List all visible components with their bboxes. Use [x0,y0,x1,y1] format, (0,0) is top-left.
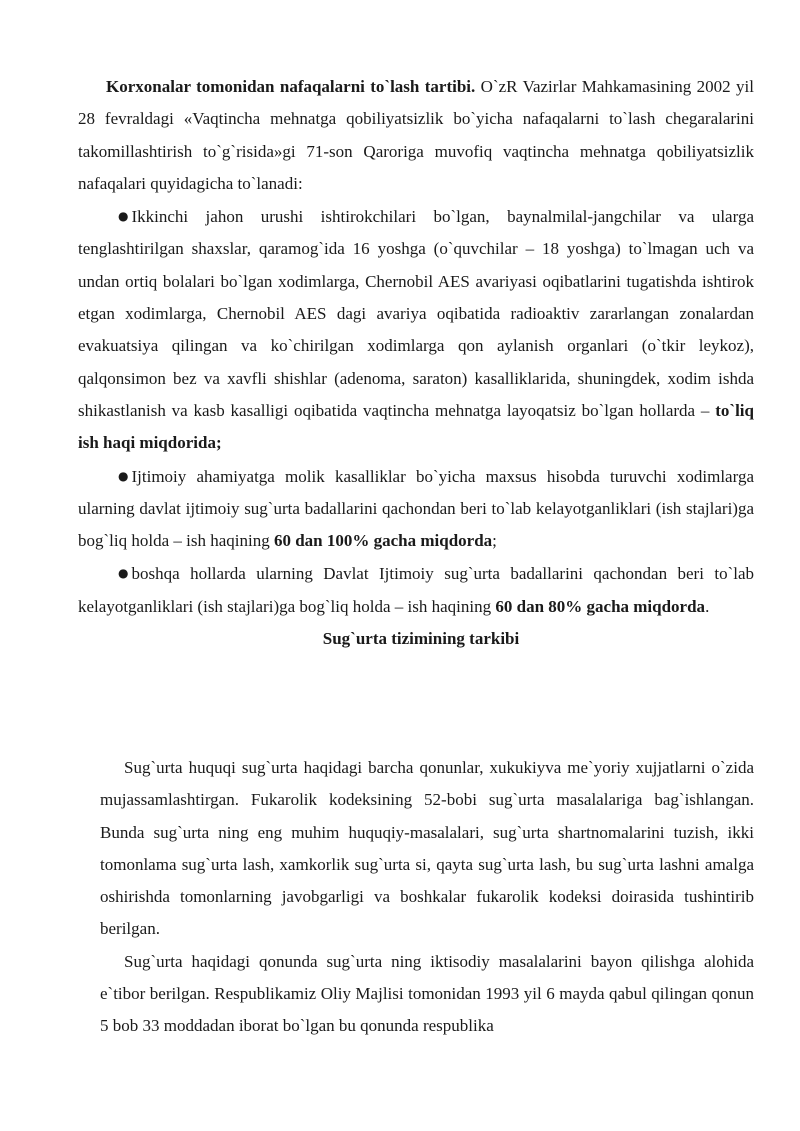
bullet-bold-text: 60 dan 100% gacha miqdorda [273,531,493,551]
intro-paragraph [78,71,754,200]
bullet-tail: ; [492,531,497,551]
insurance-structure-section [100,752,754,1043]
bullet-dot-icon: ● [118,468,129,483]
bullet-item-social-diseases [78,460,754,558]
bullet-text: Ijtimoiy ahamiyatga molik kasalliklar bo`yicha maxsus hisobda turuvchi xodimlarga ularning davlat ijtimoiy sug`urta badallarini qachondan beri to`lab kelayotganliklari (ish stajlari)ga bog`liq holda – ish haqining [78,466,754,551]
intro-text: O`zR Vazirlar Mahkamasining 2002 yil 28 fevraldagi «Vaqtincha mehnatga qobiliyatsizlik bo`yicha nafaqalarni to`lash chegaralarini takomillashtirish to`g`risida»gi 71-son Qaroriga muvofiq vaqtincha mehnatga qobiliyatsizlik nafaqalari quyidagicha to`lanadi: [78,77,754,193]
bullet-bold-text: 60 dan 80% gacha miqdorda [495,596,706,616]
payment-order-section [78,71,754,655]
bullet-text: Ikkinchi jahon urushi ishtirokchilari bo`lgan, baynalmilal-jangchilar va ularga tenglashtirilgan shaxslar, qaramog`ida 16 yoshga (o`quvchilar – 18 yoshga) to`lmagan uch va undan ortiq bolalari bo`lgan xodimlarga, Chernobil AES avariyasi oqibatlarini tugatishda ishtirok etgan xodimlarga, Chernobil AES dagi avariya oqibatida radioaktiv zararlangan zonalardan evakuatsiya qilingan va ko`chirilgan xodimlarga qon aylanish organlari (o`tkir leykoz), qalqonsimon bez va xavfli shishlar (adenoma, saraton) kasalliklarida, shuningdek, xodim ishda shikastlanish va kasb kasalligi oqibatida vaqtincha mehnatga layoqatsiz bo`lgan hollarda – [78,207,754,420]
bullet-item-full-pay [78,200,754,459]
bullet-dot-icon: ● [118,209,129,224]
section-heading: Sug`urta tizimining tarkibi [322,629,520,649]
bullet-dot-icon: ● [118,566,129,581]
bullet-tail: . [705,596,710,616]
bullet-item-other-cases [78,557,754,623]
intro-bold-lead: Korxonalar tomonidan nafaqalarni to`lash tartibi. [106,77,476,96]
body-paragraph: Sug`urta huquqi sug`urta haqidagi barcha qonunlar, xukukiyva me`yoriy xujjatlarni o`zida mujassamlashtirgan. Fukarolik kodeksining 52-bobi sug`urta masalalariga bag`ishlangan. Bunda sug`urta ning eng muhim huquqiy-masalalari, sug`urta shartnomalarini tuzish, ikki tomonlama sug`urta lash, xamkorlik sug`urta si, qayta sug`urta lash, bu sug`urta lashni amalga oshirishda tomonlarning javobgarligi va boshkalar fukarolik kodeksi doirasida tushintirib berilgan. [100,758,754,939]
bullet-text: boshqa hollarda ularning Davlat Ijtimoiy sug`urta badallarini qachondan beri to`lab kelayotganliklari (ish stajlari)ga bog`liq holda – ish haqining [78,564,754,616]
body-paragraph: Sug`urta haqidagi qonunda sug`urta ning iktisodiy masalalarini bayon qilishga alohida e`tibor berilgan. Respublikamiz Oliy Majlisi tomonidan 1993 yil 6 mayda qabul qilingan qonun 5 bob 33 moddadan iborat bo`lgan bu qonunda respublika [100,951,754,1036]
bullet-bold-text: to`liq ish haqi miqdorida; [78,400,754,453]
